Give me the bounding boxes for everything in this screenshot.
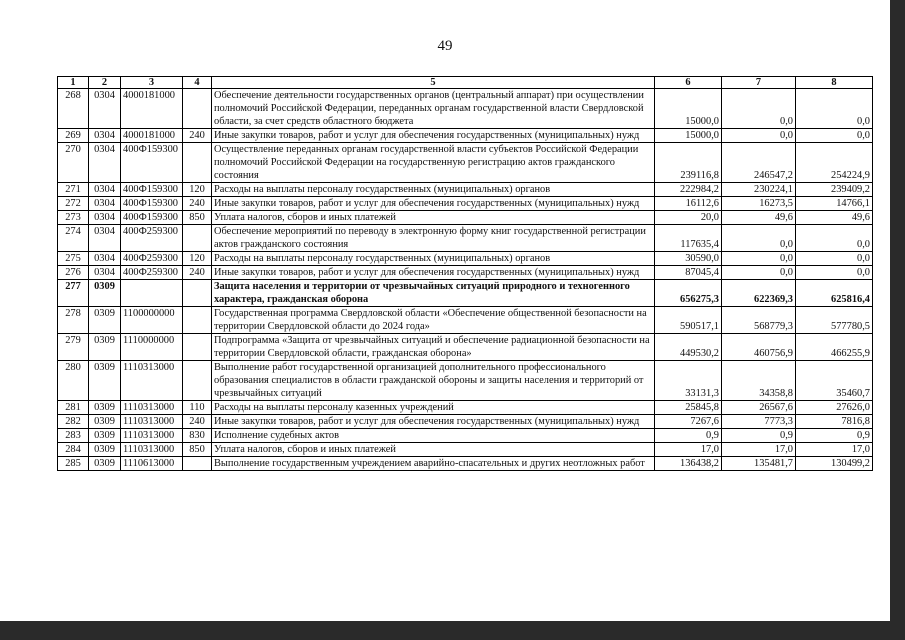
section-code-cell: 0309 <box>89 415 121 429</box>
expense-type-cell: 110 <box>183 401 212 415</box>
target-article-cell <box>121 280 183 307</box>
amount-year2-cell: 0,0 <box>722 252 796 266</box>
item-name-cell: Исполнение судебных актов <box>212 429 655 443</box>
amount-year3-cell: 0,0 <box>796 252 873 266</box>
table-row <box>58 129 873 143</box>
expense-type-cell: 240 <box>183 266 212 280</box>
row-number-cell: 269 <box>58 129 89 143</box>
table-row <box>58 183 873 197</box>
section-code-cell: 0309 <box>89 280 121 307</box>
scan-border-right <box>890 0 905 640</box>
target-article-cell: 1110613000 <box>121 457 183 471</box>
amount-year3-cell: 17,0 <box>796 443 873 457</box>
section-code-cell: 0309 <box>89 443 121 457</box>
table-row <box>58 429 873 443</box>
amount-year1-cell: 33131,3 <box>655 361 722 401</box>
table-row <box>58 197 873 211</box>
row-number-cell: 271 <box>58 183 89 197</box>
table-row <box>58 307 873 334</box>
amount-year3-cell: 466255,9 <box>796 334 873 361</box>
amount-year2-cell: 17,0 <box>722 443 796 457</box>
amount-year3-cell: 625816,4 <box>796 280 873 307</box>
target-article-cell: 1110313000 <box>121 429 183 443</box>
row-number-cell: 281 <box>58 401 89 415</box>
table-row <box>58 266 873 280</box>
budget-table <box>57 76 873 471</box>
expense-type-cell <box>183 143 212 183</box>
amount-year2-cell: 34358,8 <box>722 361 796 401</box>
section-code-cell: 0304 <box>89 211 121 225</box>
item-name-cell: Расходы на выплаты персоналу государственных (муниципальных) органов <box>212 183 655 197</box>
amount-year1-cell: 117635,4 <box>655 225 722 252</box>
row-number-cell: 274 <box>58 225 89 252</box>
header-cell-2: 2 <box>89 77 121 89</box>
row-number-cell: 268 <box>58 89 89 129</box>
amount-year2-cell: 26567,6 <box>722 401 796 415</box>
target-article-cell: 400Ф159300 <box>121 197 183 211</box>
amount-year3-cell: 577780,5 <box>796 307 873 334</box>
row-number-cell: 278 <box>58 307 89 334</box>
target-article-cell: 1110313000 <box>121 443 183 457</box>
section-code-cell: 0309 <box>89 307 121 334</box>
amount-year3-cell: 0,0 <box>796 129 873 143</box>
row-number-cell: 270 <box>58 143 89 183</box>
table-row <box>58 211 873 225</box>
amount-year1-cell: 17,0 <box>655 443 722 457</box>
section-code-cell: 0304 <box>89 225 121 252</box>
amount-year1-cell: 25845,8 <box>655 401 722 415</box>
amount-year2-cell: 0,0 <box>722 89 796 129</box>
expense-type-cell <box>183 334 212 361</box>
amount-year2-cell: 568779,3 <box>722 307 796 334</box>
expense-type-cell <box>183 89 212 129</box>
header-cell-4: 4 <box>183 77 212 89</box>
amount-year1-cell: 15000,0 <box>655 129 722 143</box>
header-cell-6: 6 <box>655 77 722 89</box>
amount-year2-cell: 49,6 <box>722 211 796 225</box>
row-number-cell: 284 <box>58 443 89 457</box>
target-article-cell: 4000181000 <box>121 129 183 143</box>
item-name-cell: Иные закупки товаров, работ и услуг для обеспечения государственных (муниципальных) нужд <box>212 197 655 211</box>
amount-year1-cell: 7267,6 <box>655 415 722 429</box>
amount-year2-cell: 246547,2 <box>722 143 796 183</box>
amount-year1-cell: 30590,0 <box>655 252 722 266</box>
amount-year1-cell: 239116,8 <box>655 143 722 183</box>
amount-year1-cell: 449530,2 <box>655 334 722 361</box>
item-name-cell: Подпрограмма «Защита от чрезвычайных ситуаций и обеспечение радиационной безопасности на территории Свердловской области, гражданская оборона» <box>212 334 655 361</box>
target-article-cell: 400Ф159300 <box>121 143 183 183</box>
table-row <box>58 457 873 471</box>
amount-year3-cell: 254224,9 <box>796 143 873 183</box>
row-number-cell: 276 <box>58 266 89 280</box>
amount-year2-cell: 0,9 <box>722 429 796 443</box>
amount-year3-cell: 35460,7 <box>796 361 873 401</box>
target-article-cell: 1110313000 <box>121 415 183 429</box>
amount-year3-cell: 0,9 <box>796 429 873 443</box>
item-name-cell: Обеспечение деятельности государственных органов (центральный аппарат) при осуществлении полномочий Российской Федерации, переданных органам государственной власти Свердловской области, за счет средств областного бюджета <box>212 89 655 129</box>
amount-year1-cell: 87045,4 <box>655 266 722 280</box>
amount-year1-cell: 222984,2 <box>655 183 722 197</box>
expense-type-cell <box>183 361 212 401</box>
item-name-cell: Выполнение государственным учреждением аварийно-спасательных и других неотложных работ <box>212 457 655 471</box>
section-code-cell: 0304 <box>89 252 121 266</box>
section-code-cell: 0309 <box>89 429 121 443</box>
target-article-cell: 1110313000 <box>121 361 183 401</box>
table-row <box>58 143 873 183</box>
amount-year3-cell: 0,0 <box>796 266 873 280</box>
item-name-cell: Расходы на выплаты персоналу казенных учреждений <box>212 401 655 415</box>
expense-type-cell: 830 <box>183 429 212 443</box>
table-row <box>58 361 873 401</box>
amount-year3-cell: 130499,2 <box>796 457 873 471</box>
amount-year2-cell: 230224,1 <box>722 183 796 197</box>
amount-year2-cell: 0,0 <box>722 225 796 252</box>
table-row <box>58 89 873 129</box>
section-code-cell: 0304 <box>89 89 121 129</box>
table-row <box>58 443 873 457</box>
amount-year1-cell: 590517,1 <box>655 307 722 334</box>
item-name-cell: Государственная программа Свердловской области «Обеспечение общественной безопасности на территории Свердловской области до 2024 года» <box>212 307 655 334</box>
header-cell-5: 5 <box>212 77 655 89</box>
expense-type-cell <box>183 280 212 307</box>
amount-year3-cell: 0,0 <box>796 89 873 129</box>
expense-type-cell: 240 <box>183 197 212 211</box>
amount-year2-cell: 622369,3 <box>722 280 796 307</box>
expense-type-cell <box>183 307 212 334</box>
row-number-cell: 280 <box>58 361 89 401</box>
expense-type-cell <box>183 225 212 252</box>
item-name-cell: Иные закупки товаров, работ и услуг для обеспечения государственных (муниципальных) нужд <box>212 129 655 143</box>
header-cell-8: 8 <box>796 77 873 89</box>
amount-year2-cell: 7773,3 <box>722 415 796 429</box>
scan-border-bottom <box>0 621 905 640</box>
table-row <box>58 225 873 252</box>
section-code-cell: 0304 <box>89 183 121 197</box>
section-code-cell: 0309 <box>89 361 121 401</box>
table-row <box>58 252 873 266</box>
table-header <box>58 77 873 89</box>
row-number-cell: 275 <box>58 252 89 266</box>
section-code-cell: 0304 <box>89 197 121 211</box>
expense-type-cell: 850 <box>183 443 212 457</box>
row-number-cell: 285 <box>58 457 89 471</box>
table-row <box>58 280 873 307</box>
target-article-cell: 1100000000 <box>121 307 183 334</box>
item-name-cell: Выполнение работ государственной организацией дополнительного профессионального образования специалистов в области гражданской обороны и защиты населения и территорий от чрезвычайных ситуаций <box>212 361 655 401</box>
target-article-cell: 400Ф159300 <box>121 211 183 225</box>
row-number-cell: 283 <box>58 429 89 443</box>
table-row <box>58 415 873 429</box>
amount-year1-cell: 656275,3 <box>655 280 722 307</box>
page-number: 49 <box>437 38 453 54</box>
header-cell-3: 3 <box>121 77 183 89</box>
amount-year1-cell: 136438,2 <box>655 457 722 471</box>
amount-year3-cell: 0,0 <box>796 225 873 252</box>
header-cell-1: 1 <box>58 77 89 89</box>
expense-type-cell: 240 <box>183 415 212 429</box>
row-number-cell: 277 <box>58 280 89 307</box>
amount-year1-cell: 15000,0 <box>655 89 722 129</box>
expense-type-cell <box>183 457 212 471</box>
item-name-cell: Иные закупки товаров, работ и услуг для обеспечения государственных (муниципальных) нужд <box>212 415 655 429</box>
table-body <box>58 89 873 471</box>
item-name-cell: Защита населения и территории от чрезвычайных ситуаций природного и техногенного характера, гражданская оборона <box>212 280 655 307</box>
item-name-cell: Иные закупки товаров, работ и услуг для обеспечения государственных (муниципальных) нужд <box>212 266 655 280</box>
section-code-cell: 0309 <box>89 334 121 361</box>
section-code-cell: 0304 <box>89 129 121 143</box>
amount-year3-cell: 14766,1 <box>796 197 873 211</box>
amount-year3-cell: 49,6 <box>796 211 873 225</box>
row-number-cell: 273 <box>58 211 89 225</box>
item-name-cell: Уплата налогов, сборов и иных платежей <box>212 211 655 225</box>
amount-year3-cell: 239409,2 <box>796 183 873 197</box>
item-name-cell: Осуществление переданных органам государственной власти субъектов Российской Федерации полномочий Российской Федерации на государственную регистрацию актов гражданского состояния <box>212 143 655 183</box>
section-code-cell: 0304 <box>89 266 121 280</box>
target-article-cell: 4000181000 <box>121 89 183 129</box>
header-cell-7: 7 <box>722 77 796 89</box>
item-name-cell: Расходы на выплаты персоналу государственных (муниципальных) органов <box>212 252 655 266</box>
section-code-cell: 0309 <box>89 457 121 471</box>
table-row <box>58 401 873 415</box>
row-number-cell: 279 <box>58 334 89 361</box>
target-article-cell: 400Ф259300 <box>121 266 183 280</box>
expense-type-cell: 120 <box>183 183 212 197</box>
amount-year3-cell: 27626,0 <box>796 401 873 415</box>
item-name-cell: Обеспечение мероприятий по переводу в электронную форму книг государственной регистрации актов гражданского состояния <box>212 225 655 252</box>
amount-year2-cell: 460756,9 <box>722 334 796 361</box>
row-number-cell: 272 <box>58 197 89 211</box>
row-number-cell: 282 <box>58 415 89 429</box>
amount-year1-cell: 0,9 <box>655 429 722 443</box>
target-article-cell: 1110313000 <box>121 401 183 415</box>
item-name-cell: Уплата налогов, сборов и иных платежей <box>212 443 655 457</box>
section-code-cell: 0304 <box>89 143 121 183</box>
target-article-cell: 400Ф159300 <box>121 183 183 197</box>
target-article-cell: 400Ф259300 <box>121 225 183 252</box>
table-row <box>58 334 873 361</box>
amount-year2-cell: 135481,7 <box>722 457 796 471</box>
target-article-cell: 1110000000 <box>121 334 183 361</box>
amount-year1-cell: 16112,6 <box>655 197 722 211</box>
section-code-cell: 0309 <box>89 401 121 415</box>
amount-year1-cell: 20,0 <box>655 211 722 225</box>
expense-type-cell: 240 <box>183 129 212 143</box>
amount-year2-cell: 0,0 <box>722 129 796 143</box>
expense-type-cell: 850 <box>183 211 212 225</box>
amount-year2-cell: 16273,5 <box>722 197 796 211</box>
expense-type-cell: 120 <box>183 252 212 266</box>
target-article-cell: 400Ф259300 <box>121 252 183 266</box>
amount-year2-cell: 0,0 <box>722 266 796 280</box>
amount-year3-cell: 7816,8 <box>796 415 873 429</box>
